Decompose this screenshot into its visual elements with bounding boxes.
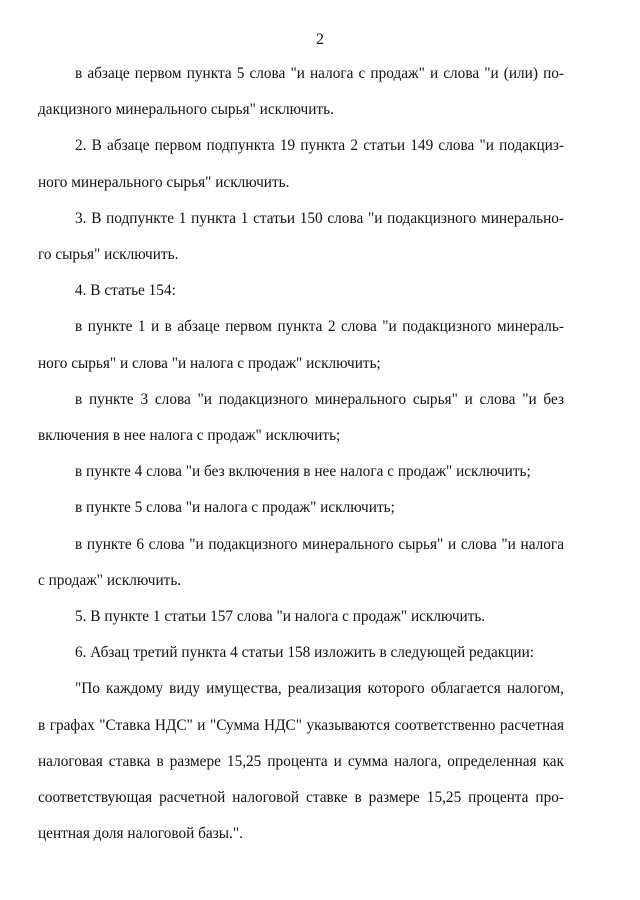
text-line: 2. В абзаце первом подпункта 19 пункта 2 статьи 149 слова "и подакциз- (75, 137, 564, 155)
text-line: в пункте 4 слова "и без включения в нее налога с продаж" исключить; (75, 463, 531, 481)
text-line: в пункте 6 слова "и подакцизного минерального сырья" и слова "и налога (75, 535, 564, 553)
text-line: соответствующая расчетной налоговой ставке в размере 15,25 процента про- (38, 789, 564, 807)
text-line: в пункте 3 слова "и подакцизного минерального сырья" и слова "и без (75, 390, 564, 408)
text-line: 4. В статье 154: (75, 282, 176, 300)
text-line: налоговая ставка в размере 15,25 процента и сумма налога, определенная как (38, 752, 564, 770)
text-line: 5. В пункте 1 статьи 157 слова "и налога с продаж" исключить. (75, 608, 486, 626)
text-line: 6. Абзац третий пункта 4 статьи 158 изложить в следующей редакции: (75, 644, 535, 662)
page-number: 2 (316, 31, 324, 48)
text-line: в пункте 1 и в абзаце первом пункта 2 слова "и подакцизного минераль- (75, 318, 564, 336)
text-line: центная доля налоговой базы.". (38, 825, 243, 843)
text-line: дакцизного минерального сырья" исключить. (38, 101, 334, 119)
document-body (38, 56, 564, 852)
text-line: с продаж" исключить. (38, 571, 182, 589)
text-line: в пункте 5 слова "и налога с продаж" исключить; (75, 499, 395, 517)
text-line: ного минерального сырья" исключить. (38, 173, 290, 191)
text-line: го сырья" исключить. (38, 246, 179, 264)
text-line: в абзаце первом пункта 5 слова "и налога с продаж" и слова "и (или) по- (75, 65, 564, 82)
text-line: включения в нее налога с продаж" исключить; (38, 427, 341, 445)
text-line: в графах "Ставка НДС" и "Сумма НДС" указываются соответственно расчетная (38, 716, 564, 734)
text-line: "По каждому виду имущества, реализация которого облагается налогом, (75, 680, 564, 698)
text-line: ного сырья" и слова "и налога с продаж" исключить; (38, 354, 381, 372)
text-line: 3. В подпункте 1 пункта 1 статьи 150 слова "и подакцизного минерально- (75, 209, 564, 227)
